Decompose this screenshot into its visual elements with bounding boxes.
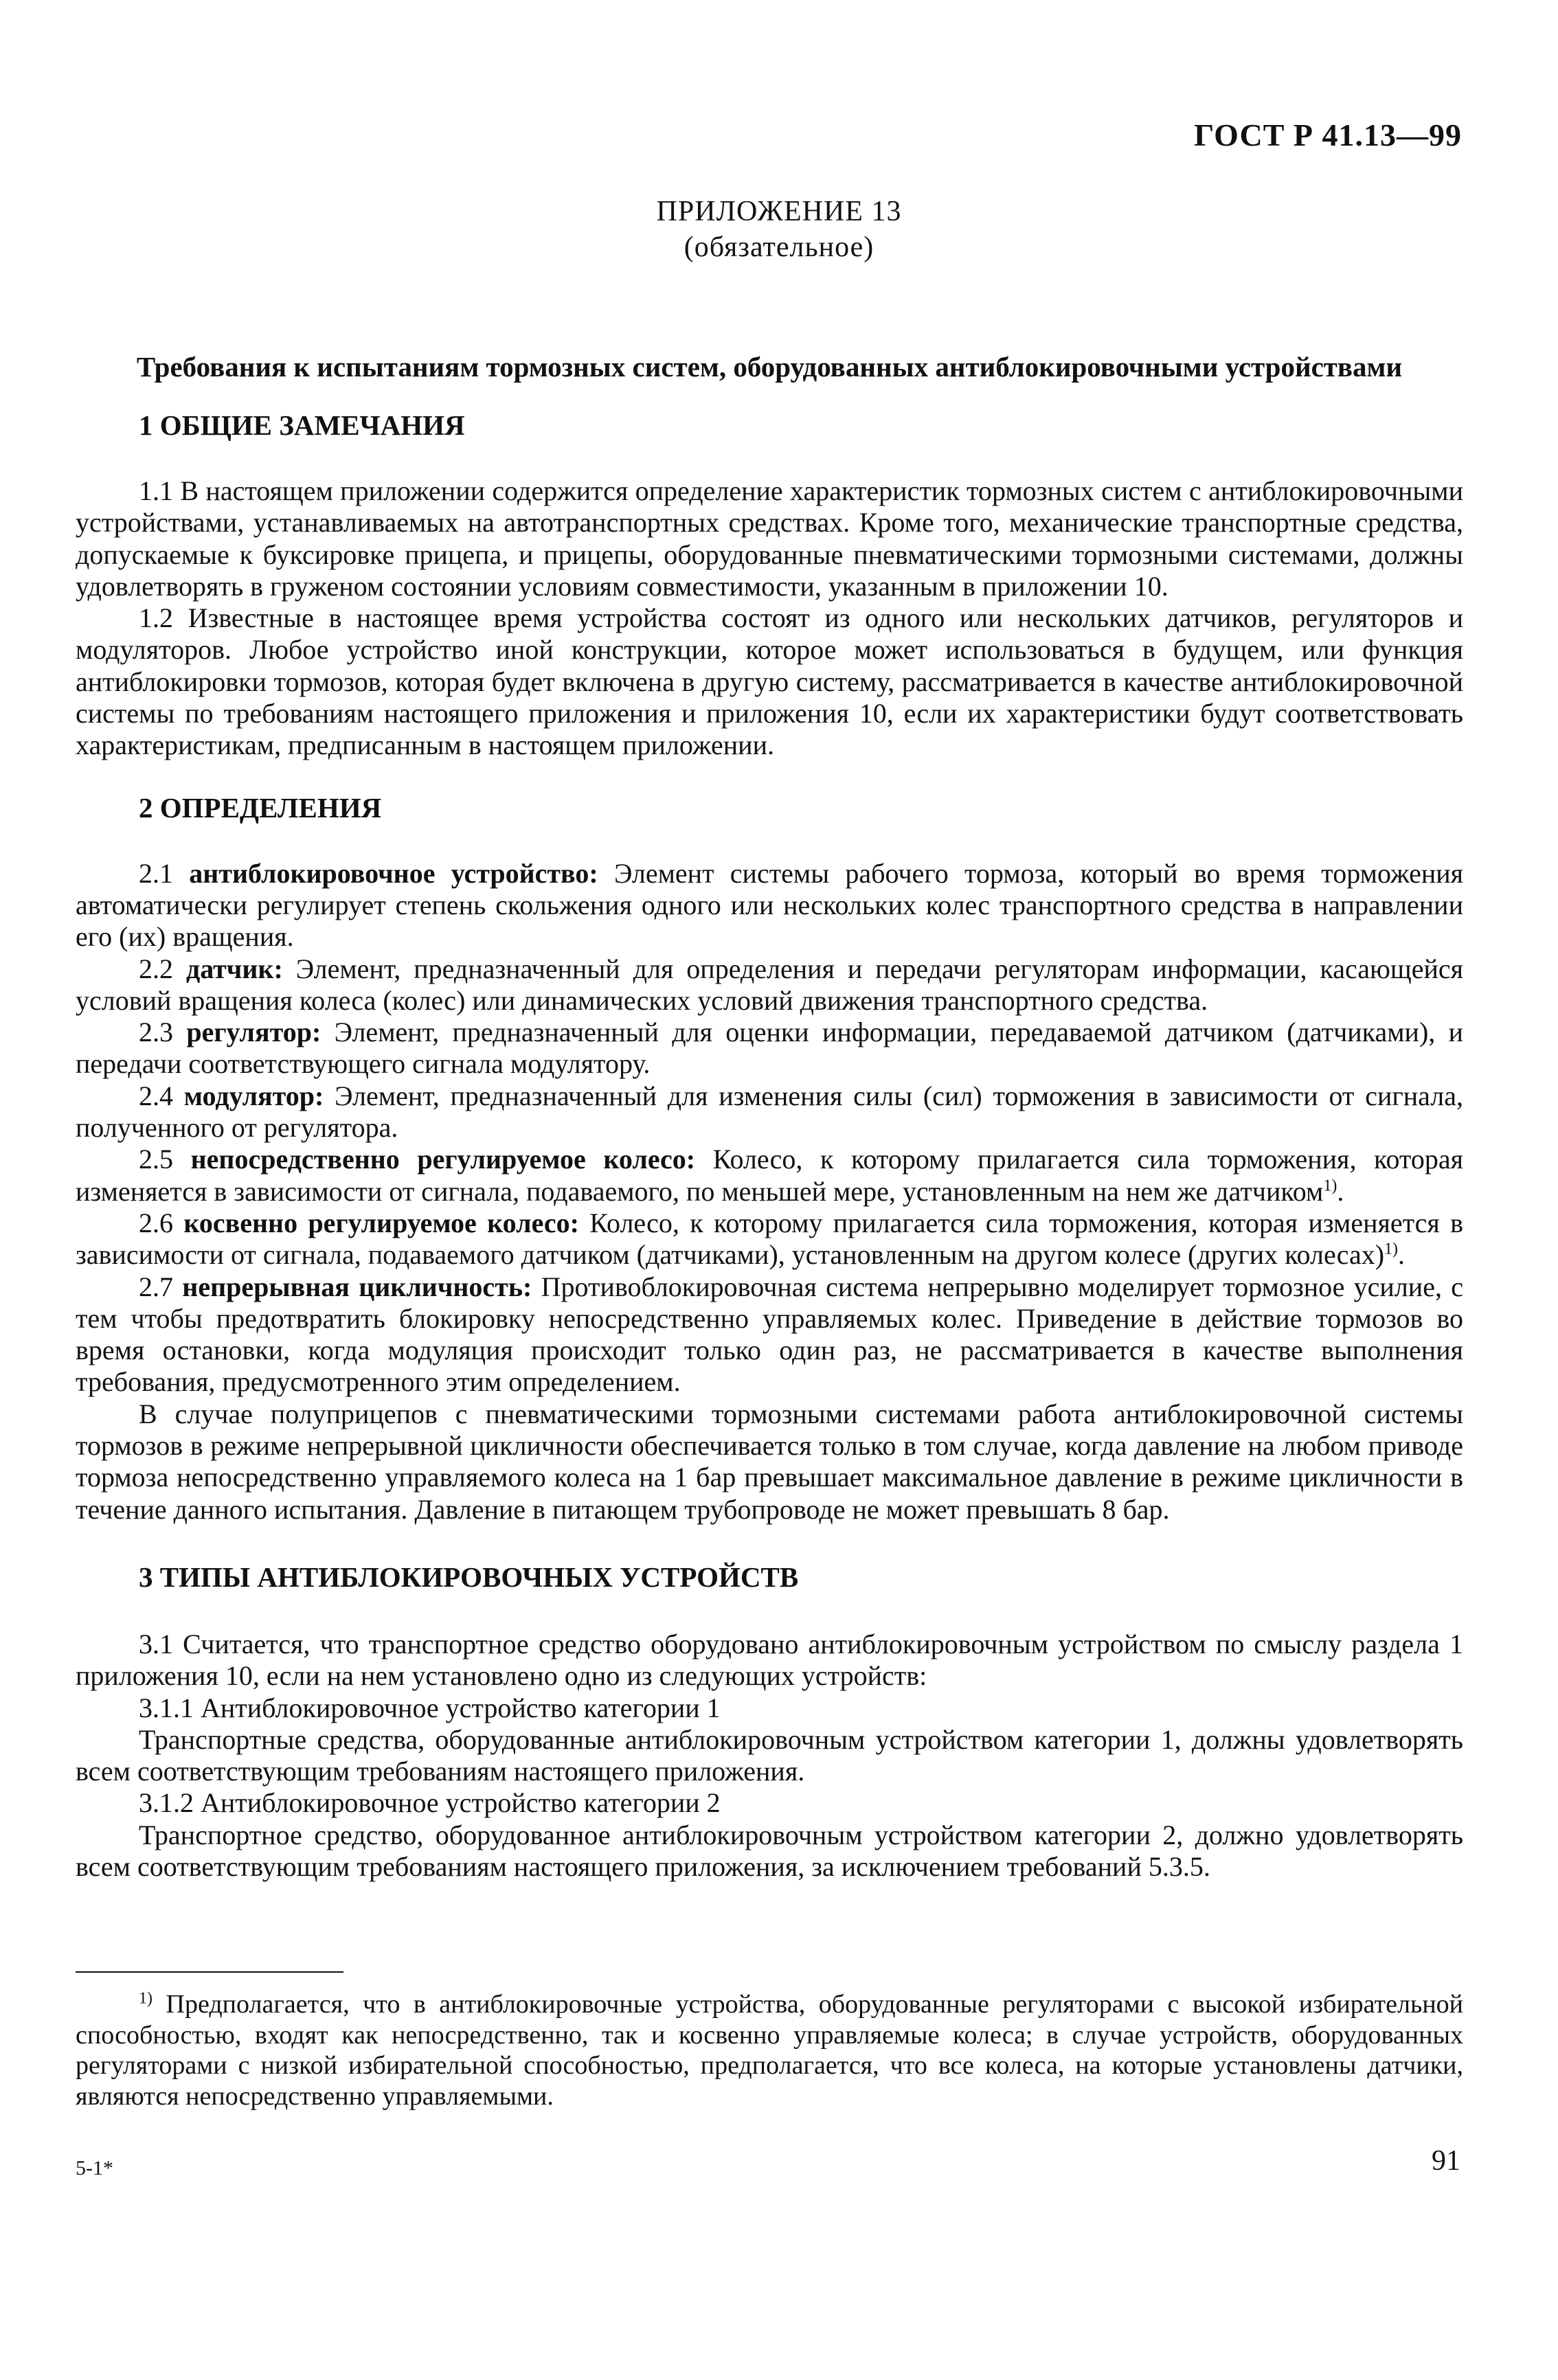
section-1-heading: 1 ОБЩИЕ ЗАМЕЧАНИЯ	[139, 409, 465, 441]
paragraph-1-2: 1.2 Известные в настоящее время устройства состоят из одного или нескольких датчиков, регуляторов и модуляторов. Любое устройство иной конструкции, которое может использоваться в будущем, или функция антиблокировки тормозов, которая будет включена в другую систему, рассматривается в качестве антиблокировочной системы по требованиям настоящего приложения и приложения 10, если их характеристики будут соответствовать характеристикам, предписанным в настоящем приложении.	[76, 602, 1463, 761]
definition-2-5	[76, 1144, 1463, 1208]
definition-2-7	[76, 1271, 1463, 1398]
footnote-mark: 1)	[139, 1989, 153, 2008]
annex-title: ПРИЛОЖЕНИЕ 13	[656, 196, 902, 227]
definition-text: Колесо, к которому прилагается сила торможения, которая изменяется в зависимости от сигнала, подаваемого, по меньшей мере, установленным на нем же датчиком	[76, 1144, 1464, 1207]
definition-number: 2.4	[139, 1080, 173, 1111]
definition-term: антиблокировочное устройство:	[189, 857, 598, 889]
footnote-reference: 1)	[1384, 1240, 1399, 1258]
page-number: 91	[1432, 2145, 1460, 2177]
definition-2-3	[76, 1017, 1463, 1080]
definition-term: датчик:	[185, 953, 283, 984]
definition-number: 2.5	[139, 1144, 173, 1175]
footnote-text: Предполагается, что в антиблокировочные устройства, оборудованные регуляторами с высокой избирательной способностью, входят как непосредственно, так и косвенно управляемые колеса; в случае устройств, оборудованных регуляторами с низкой избирательной способностью, предполагается, что все колеса, на которые установлены датчики, являются непосредственно управляемыми.	[76, 1990, 1463, 2111]
definition-2-4	[76, 1080, 1463, 1144]
document-body	[76, 409, 1463, 1883]
definition-number: 2.1	[139, 857, 173, 889]
footnote-reference: 1)	[1323, 1177, 1337, 1195]
definition-2-1	[76, 858, 1463, 953]
annex-status: (обязательное)	[684, 231, 874, 263]
print-signature: 5-1*	[76, 2157, 113, 2179]
definition-text: Элемент, предназначенный для определения и передачи регуляторам информации, касающейся условий вращения колеса (колес) или динамических условий движения транспортного средства.	[76, 953, 1464, 1016]
section-3-heading: 3 ТИПЫ АНТИБЛОКИРОВОЧНЫХ УСТРОЙСТВ	[139, 1561, 799, 1593]
footnote	[76, 1989, 1463, 2111]
definition-text: Элемент, предназначенный для изменения силы (сил) торможения в зависимости от сигнала, полученного от регулятора.	[76, 1080, 1463, 1144]
definition-text: Колесо, к которому прилагается сила торможения, которая изменяется в зависимости от сигнала, подаваемого датчиком (датчиками), установленным на другом колесе (других колесах)	[76, 1207, 1464, 1271]
definition-number: 2.3	[139, 1017, 173, 1048]
paragraph-3-1-1: 3.1.1 Антиблокировочное устройство категории 1	[139, 1692, 721, 1723]
definition-term: непосредственно регулируемое колесо:	[190, 1144, 696, 1175]
annex-heading	[0, 194, 1558, 265]
definition-text: Элемент, предназначенный для оценки информации, передаваемой датчиком (датчиками), и передачи соответствующего сигнала модулятору.	[76, 1017, 1463, 1080]
definition-term: модулятор:	[183, 1080, 324, 1111]
document-title: Требования к испытаниям тормозных систем, оборудованных антиблокировочными устройствами	[136, 351, 1403, 383]
footnote-divider	[76, 1971, 343, 1973]
definition-number: 2.2	[139, 953, 173, 984]
definition-term: регулятор:	[186, 1017, 321, 1048]
standard-number: ГОСТ Р 41.13—99	[1194, 117, 1462, 152]
paragraph-3-1: 3.1 Считается, что транспортное средство оборудовано антиблокировочным устройством по смыслу раздела 1 приложения 10, если на нем установлено одно из следующих устройств:	[76, 1628, 1463, 1692]
paragraph-3-1-2: 3.1.2 Антиблокировочное устройство категории 2	[139, 1787, 721, 1819]
definition-end: .	[1398, 1239, 1405, 1271]
paragraph-semitrailers: В случае полуприцепов с пневматическими тормозными системами работа антиблокировочной системы тормозов в режиме непрерывной цикличности обеспечивается только в том случае, когда давление на любом приводе тормоза непосредственно управляемого колеса на 1 бар превышает максимальное давление в режиме цикличности в течение данного испытания. Давление в питающем трубопроводе не может превышать 8 бар.	[76, 1398, 1463, 1525]
definition-end: .	[1337, 1175, 1344, 1207]
definition-term: косвенно регулируемое колесо:	[183, 1207, 579, 1238]
definition-text: Элемент системы рабочего тормоза, который во время торможения автоматически регулирует степень скольжения одного или нескольких колес транспортного средства в направлении его (их) вращения.	[76, 857, 1464, 953]
section-2-heading: 2 ОПРЕДЕЛЕНИЯ	[139, 791, 382, 824]
paragraph-category-1: Транспортные средства, оборудованные антиблокировочным устройством категории 1, должны удовлетворять всем соответствующим требованиям настоящего приложения.	[76, 1723, 1463, 1787]
definition-number: 2.7	[139, 1271, 173, 1302]
paragraph-category-2: Транспортное средство, оборудованное антиблокировочным устройством категории 2, должно удовлетворять всем соответствующим требованиям настоящего приложения, за исключением требований 5.3.5.	[76, 1819, 1463, 1882]
definition-term: непрерывная цикличность:	[182, 1271, 532, 1302]
definition-text: Противоблокировочная система непрерывно моделирует тормозное усилие, с тем чтобы предотвратить блокировку непосредственно управляемых колес. Приведение в действие тормозов во время остановки, когда модуляция происходит только один раз, не рассматривается в качестве выполнения требования, предусмотренного этим определением.	[76, 1271, 1464, 1398]
definition-2-6	[76, 1208, 1463, 1271]
definition-number: 2.6	[139, 1207, 173, 1238]
paragraph-1-1: 1.1 В настоящем приложении содержится определение характеристик тормозных систем с антиблокировочными устройствами, устанавливаемых на автотранспортных средствах. Кроме того, механические транспортные средства, допускаемые к буксировке прицепа, и прицепы, оборудованные пневматическими тормозными системами, должны удовлетворять в груженом состоянии условиям совместимости, указанным в приложении 10.	[76, 475, 1463, 602]
definition-2-2	[76, 953, 1463, 1017]
